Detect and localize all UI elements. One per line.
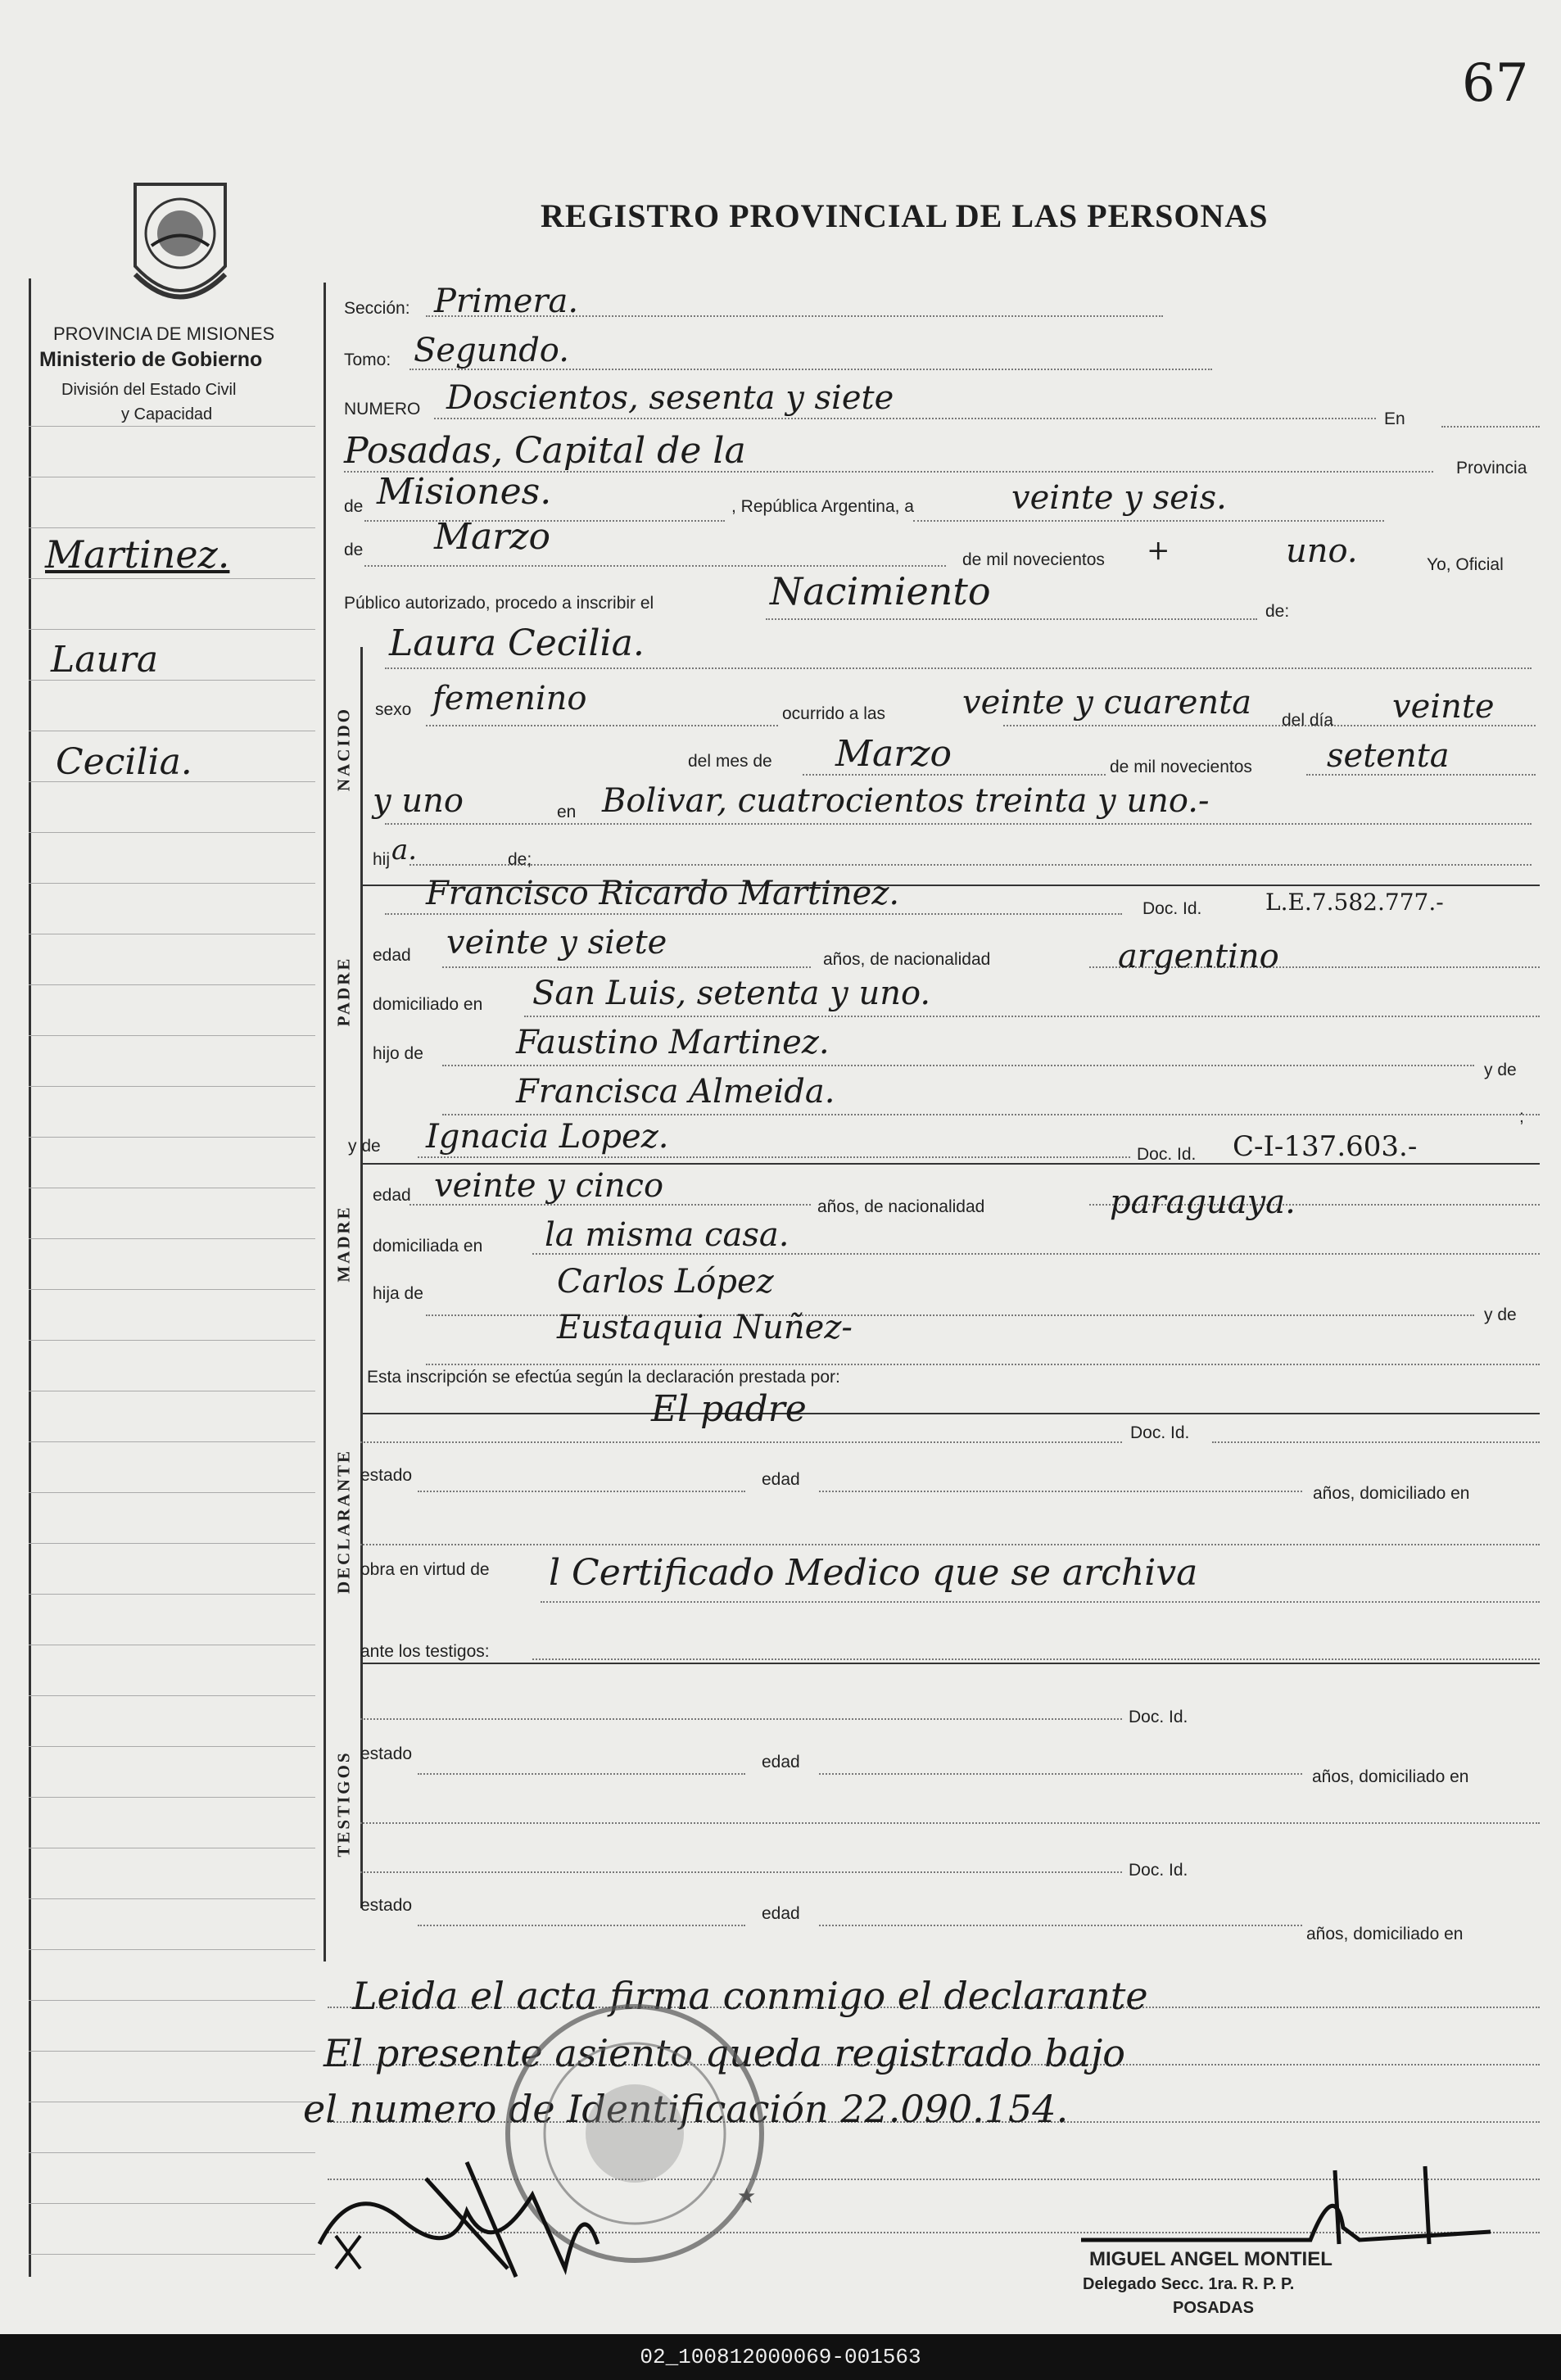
value-seccion: Primera.: [434, 283, 579, 320]
fill-line: [385, 823, 1532, 825]
section-testigos: TESTIGOS: [333, 1750, 354, 1857]
value-madre-nombre: Ignacia Lopez.: [426, 1118, 669, 1156]
value-dia-nac: veinte: [1392, 688, 1495, 726]
label-publico: Público autorizado, procedo a inscribir el: [344, 594, 654, 613]
fill-line: [385, 913, 1122, 915]
label-de-1: de: [344, 497, 364, 516]
value-mes: Marzo: [434, 516, 550, 558]
value-madre-doc: C-I-137.603.-: [1233, 1130, 1418, 1163]
value-padre-padre: Faustino Martinez.: [516, 1024, 830, 1061]
value-hora: veinte y cuarenta: [962, 684, 1252, 722]
side-surname: Martinez.: [45, 532, 230, 577]
side-ruled-line: [29, 1340, 315, 1341]
section-rule: [360, 1413, 1540, 1414]
label-hija-de: hija de: [373, 1284, 423, 1303]
side-ruled-line: [29, 527, 315, 528]
label-de-2: de: [344, 541, 364, 559]
fill-line: [360, 1718, 1122, 1720]
fill-line: [418, 1156, 1130, 1158]
side-ruled-line: [29, 1035, 315, 1036]
signature-declarante: [303, 2146, 614, 2293]
label-anios-domiciliado-1: años, domiciliado en: [1313, 1484, 1470, 1503]
label-doc-id-testigo-1: Doc. Id.: [1129, 1708, 1188, 1726]
side-ruled-line: [29, 2051, 315, 2052]
value-obra-en-virtud: l Certificado Medico que se archiva: [549, 1552, 1198, 1594]
fill-line: [442, 1065, 1474, 1066]
value-dia: veinte y seis.: [1011, 479, 1227, 517]
section-madre: MADRE: [333, 1205, 354, 1283]
label-de-nacimiento: de:: [1265, 602, 1290, 621]
side-ruled-line: [29, 984, 315, 985]
section-rule: [360, 1663, 1540, 1664]
value-padre-nombre: Francisco Ricardo Martinez.: [426, 875, 900, 912]
value-sexo: femenino: [432, 680, 587, 717]
value-hij-suffix: a.: [391, 834, 418, 866]
fill-line: [442, 966, 811, 968]
value-mes-nac: Marzo: [835, 733, 952, 775]
label-semicolon: ;: [1519, 1107, 1524, 1126]
fill-line: [1212, 1441, 1540, 1443]
label-anios-madre: años, de nacionalidad: [817, 1197, 985, 1216]
label-seccion: Sección:: [344, 299, 410, 318]
fill-line: [426, 1364, 1540, 1365]
side-ruled-line: [29, 629, 315, 630]
label-ante-testigos: ante los testigos:: [360, 1642, 490, 1661]
label-edad-declarante: edad: [762, 1470, 800, 1489]
value-lugar-nac: Bolivar, cuatrocientos treinta y uno.-: [602, 782, 1210, 820]
section-declarante: DECLARANTE: [333, 1448, 354, 1595]
fill-line: [364, 565, 946, 567]
label-hij: hij: [373, 850, 391, 869]
fill-line: [409, 864, 1532, 866]
side-ruled-line: [29, 832, 315, 833]
label-domiciliado: domiciliado en: [373, 995, 483, 1014]
side-ruled-line: [29, 1797, 315, 1798]
fill-line: [434, 418, 1376, 419]
label-del-mes: del mes de: [688, 752, 772, 771]
value-madre-padre: Carlos López: [557, 1263, 774, 1301]
label-edad-testigo-2: edad: [762, 1904, 800, 1923]
label-doc-id-madre: Doc. Id.: [1137, 1145, 1197, 1164]
fill-line: [913, 520, 1384, 522]
side-ruled-line: [29, 2152, 315, 2153]
side-ruled-line: [29, 1746, 315, 1747]
fill-line: [819, 1773, 1302, 1775]
label-de-semicolon: de;: [508, 850, 532, 869]
value-padre-domicilio: San Luis, setenta y uno.: [532, 975, 931, 1012]
label-mil-novecientos: de mil novecientos: [962, 550, 1105, 569]
side-ruled-line: [29, 1543, 315, 1544]
section-rule: [360, 1163, 1540, 1165]
closing-line-2: El presente asiento queda registrado bajo: [324, 2031, 1126, 2075]
label-estado-declarante: estado: [360, 1466, 413, 1485]
fill-line: [426, 725, 778, 726]
official-name: MIGUEL ANGEL MONTIEL: [1089, 2248, 1333, 2270]
fill-line: [360, 1441, 1122, 1443]
side-ruled-line: [29, 1238, 315, 1239]
value-padre-edad: veinte y siete: [446, 924, 667, 962]
label-anios-domiciliado-2: años, domiciliado en: [1312, 1767, 1469, 1786]
value-tipo-acta: Nacimiento: [770, 569, 991, 613]
value-provincia: Misiones.: [377, 471, 552, 513]
label-edad-padre: edad: [373, 946, 411, 965]
ministry-label: Ministerio de Gobierno: [39, 348, 263, 371]
side-ruled-line: [29, 2203, 315, 2204]
side-ruled-line: [29, 1949, 315, 1950]
label-republica: , República Argentina, a: [731, 497, 914, 516]
fill-line: [360, 1822, 1540, 1824]
label-doc-id-declarante: Doc. Id.: [1130, 1423, 1190, 1442]
fill-line: [442, 1114, 1540, 1115]
label-provincia: Provincia: [1456, 459, 1527, 477]
closing-line-1: Leida el acta firma conmigo el declarante: [352, 1974, 1148, 2018]
value-anio: uno.: [1286, 532, 1358, 570]
fill-line: [1441, 426, 1540, 428]
division-label: División del Estado Civil: [61, 381, 237, 399]
value-madre-domicilio: la misma casa.: [545, 1216, 790, 1254]
label-domiciliada: domiciliada en: [373, 1237, 483, 1256]
section-padre: PADRE: [333, 956, 354, 1027]
fill-line: [541, 1601, 1540, 1603]
fill-line: [360, 1871, 1122, 1873]
page-number: 67: [1462, 53, 1529, 114]
fill-line: [418, 1773, 745, 1775]
label-estado-testigo-1: estado: [360, 1744, 413, 1763]
value-numero: Doscientos, sesenta y siete: [446, 379, 894, 417]
label-del-dia: del día: [1282, 711, 1334, 730]
fill-line: [418, 1491, 745, 1492]
fill-line: [418, 1925, 745, 1926]
fill-line: [819, 1925, 1302, 1926]
label-y-de-padre: y de: [1484, 1061, 1517, 1079]
fill-line: [524, 1016, 1540, 1017]
official-city: POSADAS: [1173, 2299, 1254, 2317]
side-ruled-line: [29, 1289, 315, 1290]
value-padre-madre: Francisca Almeida.: [516, 1073, 835, 1111]
side-ruled-line: [29, 1137, 315, 1138]
side-first-name: Laura: [51, 639, 159, 681]
fill-line: [819, 1491, 1302, 1492]
fill-line: [360, 1544, 1540, 1545]
side-ruled-line: [29, 578, 315, 579]
label-ocurrido: ocurrido a las: [782, 704, 886, 723]
label-estado-testigo-2: estado: [360, 1896, 413, 1915]
label-de-mil: de mil novecientos: [1110, 758, 1252, 776]
side-ruled-line: [29, 883, 315, 884]
side-ruled-line: [29, 1695, 315, 1696]
official-role: Delegado Secc. 1ra. R. P. P.: [1083, 2275, 1295, 2293]
label-en-2: en: [557, 803, 577, 821]
closing-line-3: el numero de Identificación 22.090.154.: [303, 2087, 1069, 2131]
label-anios-padre: años, de nacionalidad: [823, 950, 991, 969]
stamp-star-icon: ★: [737, 2184, 757, 2209]
side-ruled-line: [29, 2000, 315, 2001]
label-yo-oficial: Yo, Oficial: [1427, 555, 1504, 574]
file-id-bar: 02_100812000069-001563: [0, 2334, 1561, 2380]
document-title: REGISTRO PROVINCIAL DE LAS PERSONAS: [541, 197, 1269, 234]
label-tomo: Tomo:: [344, 351, 391, 369]
label-numero: NUMERO: [344, 400, 421, 419]
signature-oficial: [1065, 2162, 1523, 2260]
label-hijo-de: hijo de: [373, 1044, 423, 1063]
side-ruled-line: [29, 1086, 315, 1087]
label-anios-domiciliado-3: años, domiciliado en: [1306, 1925, 1464, 1943]
side-ruled-line: [29, 1492, 315, 1493]
value-ciudad: Posadas, Capital de la: [344, 430, 746, 472]
value-madre-madre: Eustaquia Nuñez-: [557, 1309, 853, 1346]
province-label: PROVINCIA DE MISIONES: [53, 324, 275, 344]
label-edad-testigo-1: edad: [762, 1753, 800, 1771]
value-madre-nacionalidad: paraguaya.: [1110, 1183, 1296, 1221]
side-ruled-line: [29, 426, 315, 427]
side-ruled-line: [29, 1441, 315, 1442]
fill-line: [385, 667, 1532, 669]
capacity-label: y Capacidad: [121, 405, 213, 423]
label-doc-id-testigo-2: Doc. Id.: [1129, 1861, 1188, 1880]
fill-line: [532, 1658, 1540, 1660]
label-en: En: [1384, 409, 1405, 428]
value-anio-corr: +: [1147, 534, 1170, 567]
form-frame-line: [324, 283, 326, 1961]
side-ruled-line: [29, 1898, 315, 1899]
value-anio-nac-2: y uno: [373, 782, 464, 820]
label-obra-en-virtud: obra en virtud de: [360, 1560, 490, 1579]
seal-icon: [119, 176, 242, 319]
side-ruled-line: [29, 1594, 315, 1595]
label-y-de-madre-2: y de: [1484, 1305, 1517, 1324]
section-nacido: NACIDO: [333, 706, 354, 792]
label-esta-inscripcion: Esta inscripción se efectúa según la declaración prestada por:: [367, 1368, 840, 1387]
side-ruled-line: [29, 2254, 315, 2255]
value-tomo: Segundo.: [414, 332, 569, 369]
value-padre-nacionalidad: argentino: [1118, 938, 1279, 975]
label-y-de-madre: y de: [348, 1137, 381, 1156]
value-madre-edad: veinte y cinco: [434, 1167, 664, 1205]
label-sexo: sexo: [375, 700, 412, 719]
side-middle-name: Cecilia.: [56, 741, 192, 783]
label-edad-madre: edad: [373, 1186, 411, 1205]
value-anio-nac: setenta: [1327, 737, 1450, 775]
value-padre-doc: L.E.7.582.777.-: [1265, 889, 1444, 916]
value-declarante: El padre: [651, 1388, 807, 1430]
province-seal: [119, 176, 242, 319]
fill-line: [766, 618, 1257, 620]
value-nombre: Laura Cecilia.: [389, 622, 645, 664]
label-doc-id-padre: Doc. Id.: [1142, 899, 1202, 918]
